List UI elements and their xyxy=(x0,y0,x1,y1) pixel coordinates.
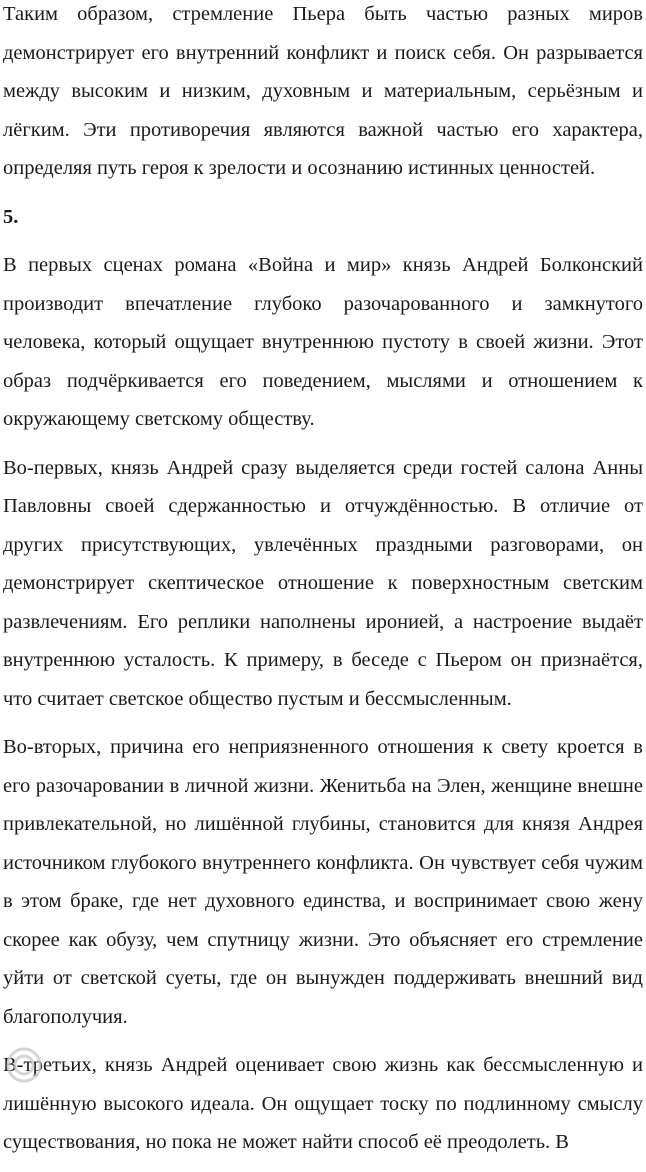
section-number: 5. xyxy=(3,205,19,228)
paragraph-second-point: Во-вторых, причина его неприязненного отношения к свету кроется в его разочаровании в личной жизни. Женитьба на Элен, женщине внешне привлекательной, но лишённой глубины, становится для князя Андрея источником глубокого внутреннего конфликта. Он чувствует себя чужим в этом браке, где нет духовного единства, и воспринимает свою жену скорее как обузу, чем спутницу жизни. Это объясняет его стремление уйти от светской суеты, где он вынужден поддерживать внешний вид благополучия. xyxy=(3,736,643,1028)
paragraph-intro-andrei: В первых сценах романа «Война и мир» князь Андрей Болконский производит впечатление глубоко разочарованного и замкнутого человека, который ощущает внутреннюю пустоту в своей жизни. Этот образ подчёркивается его поведением, мыслями и отношением к окружающему светскому обществу. xyxy=(3,254,643,430)
paragraph-conclusion-pierre: Таким образом, стремление Пьера быть частью разных миров демонстрирует его внутренний конфликт и поиск себя. Он разрывается между высоким и низким, духовным и материальным, серьёзным и лёгким. Эти противоречия являются важной частью его характера, определяя путь героя к зрелости и осознанию истинных ценностей. xyxy=(3,3,643,179)
paragraph-third-point: В-третьих, князь Андрей оценивает свою жизнь как бессмысленную и лишённую высокого идеала. Он ощущает тоску по подлинному смыслу существования, но пока не может найти способ её преодолеть. В xyxy=(3,1054,643,1153)
document-body xyxy=(3,0,643,1172)
paragraph-first-point: Во-первых, князь Андрей сразу выделяется среди гостей салона Анны Павловны своей сдержанностью и отчуждённостью. В отличие от других присутствующих, увлечённых праздными разговорами, он демонстрирует скептическое отношение к поверхностным светским развлечениям. Его реплики наполнены иронией, а настроение выдаёт внутреннюю усталость. К примеру, в беседе с Пьером он признаётся, что считает светское общество пустым и бессмысленным. xyxy=(3,456,643,710)
